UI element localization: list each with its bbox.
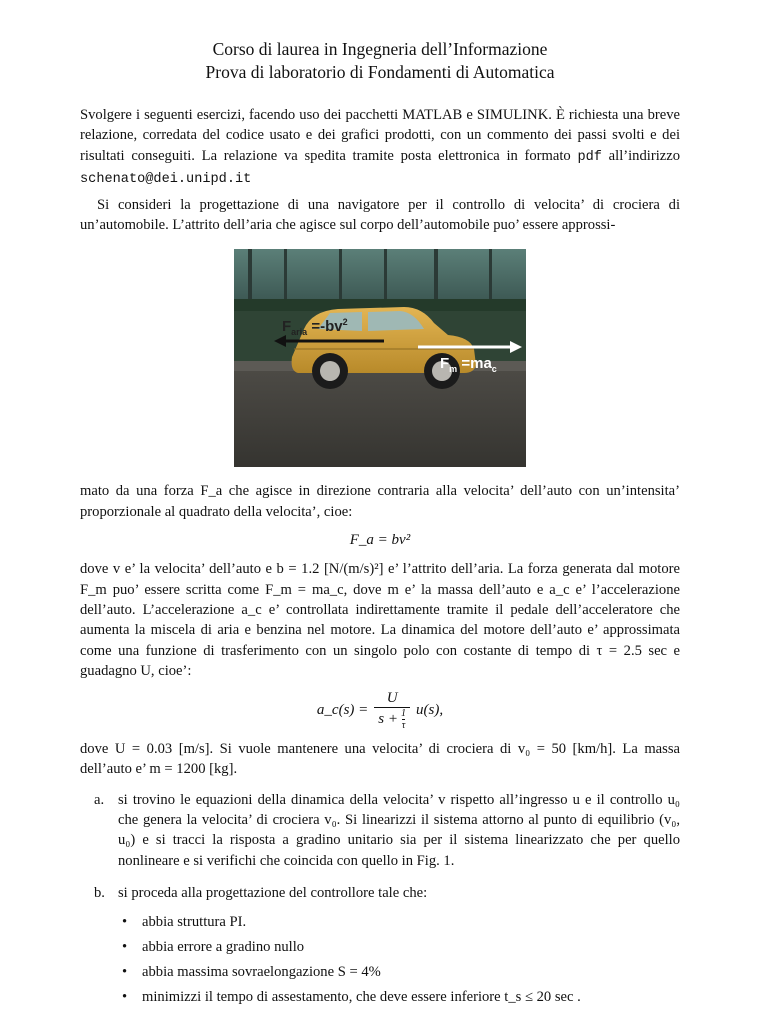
- air-force-paragraph: mato da una forza F_a che agisce in direzione contraria alla velocita’ dell’auto con un’intensita’ proporzionale al quadrato della velocita’, cioe:: [80, 483, 680, 520]
- equation-transfer-function: a_c(s) = U s + $\frac{1}{\tau}$ u(s),: [316, 689, 444, 731]
- title-course: Corso di laurea in Ingegneria dell’Informazione: [212, 39, 548, 59]
- task-item-b: b. si proceda alla progettazione del controllore tale che: • abbia struttura PI. • abbia errore a gradino nullo • abbia massima sovraelongazione S = 4% • minimizzi il tempo di assestamento, che deve essere inferiore t_s ≤ 20 sec .: [94, 883, 680, 1009]
- motor-dynamics-paragraph: dove v e’ la velocita’ dell’auto e b = 1.2 [N/(m/s)²] e’ l’attrito dell’aria. La forza generata dal motore F_m puo’ essere scritta come F_m = ma_c, dove m e’ la massa dell’auto e a_c e’ l’accelerazione dell’auto. L’accelerazione a_c e’ controllata indirettamente tramite il pedale dell’acceleratore che aumenta la miscela di aria e benzina nel motore. La dinamica del motore dell’auto e’ approssimata come una funzione di trasferimento con un singolo polo con costante di tempo di τ = 2.5 sec e guadagno U, cioe’:: [80, 561, 680, 680]
- car-figure: [234, 249, 526, 467]
- label-air-force: $F_{aria} =-bv^2$: [282, 317, 348, 338]
- requirement-item: • minimizzi il tempo di assestamento, che deve essere inferiore t_s ≤ 20 sec .: [118, 985, 680, 1010]
- document-page: [80, 38, 680, 1010]
- problem-paragraph: Si consideri la progettazione di una navigatore per il controllo di velocita’ di crociera di un’automobile. L’attrito dell’aria che agisce sul corpo dell’automobile puo’ essere approssi-: [80, 196, 680, 234]
- equation-air-force: F_a = bv²: [349, 532, 411, 549]
- title-exam: Prova di laboratorio di Fondamenti di Automatica: [205, 62, 555, 82]
- intro-paragraph: Svolgere i seguenti esercizi, facendo uso dei pacchetti MATLAB e SIMULINK. È richiesta una breve relazione, corredata del codice usato e dei grafici prodotti, con un commento dei passi svolti e dei risultati conseguiti. La relazione va spedita tramite posta elettronica in formato pdf all’indirizzo schenato@dei.unipd.it: [80, 107, 680, 188]
- email-address: schenato@dei.unipd.it: [80, 172, 252, 188]
- cruise-paragraph: dove U = 0.03 [m/s]. Si vuole mantenere una velocita’ di crociera di v₀ = 50 [km/h]. La massa dell’auto e’ m = 1200 [kg].: [80, 740, 680, 778]
- task-list: [80, 790, 680, 1010]
- document-title: [80, 38, 680, 84]
- requirement-item: • abbia errore a gradino nullo: [118, 935, 680, 960]
- requirement-item: • abbia massima sovraelongazione S = 4%: [118, 960, 680, 985]
- label-motor-force: $F_m =ma_c$: [440, 355, 497, 375]
- format-pdf: pdf: [577, 149, 602, 165]
- requirements-list: [118, 910, 680, 1010]
- task-item-a: a. si trovino le equazioni della dinamica della velocita’ v rispetto all’ingresso u e il controllo u₀ che genera la velocita’ di crociera v₀. Si linearizzi il sistema attorno al punto di equilibrio (v₀, u₀) e si tracci la risposta a gradino unitario sia per il sistema linearizzato che per quello nonlineare e si verifichi che coincida con quello in Fig. 1.: [94, 791, 680, 869]
- requirement-item: • abbia struttura PI.: [118, 910, 680, 935]
